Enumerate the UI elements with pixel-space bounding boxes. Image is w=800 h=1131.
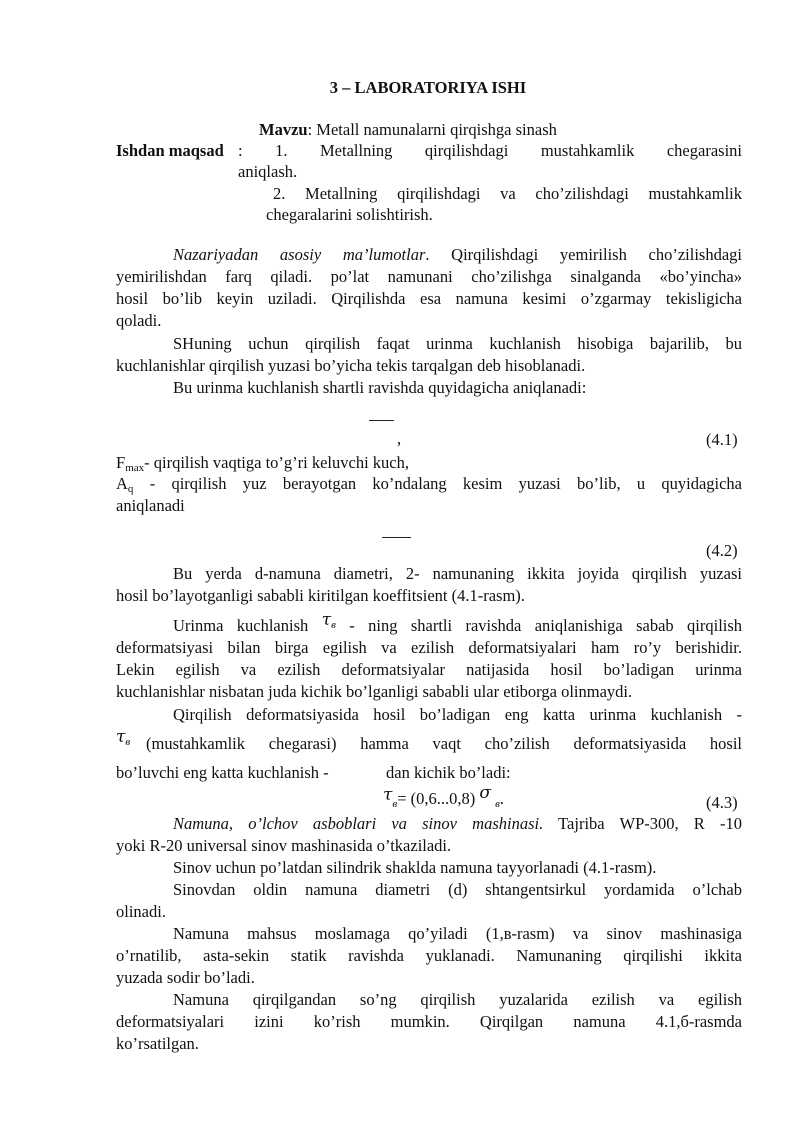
p5-line3: Lekin egilish va ezilish deformatsiyalar natijasida hosil bo’ladigan urinma xyxy=(116,660,742,679)
topic-text: : Metall namunalarni qirqishga sinash xyxy=(307,120,557,139)
aq-definition-line2: aniqlanadi xyxy=(116,496,185,515)
topic-label: Mavzu xyxy=(259,120,308,139)
p10-line1: Namuna mahsus moslamaga qo’yiladi (1,в-rasm) va sinov mashinasiga xyxy=(173,924,742,943)
formula-4-1-comma: , xyxy=(397,429,402,448)
fmax-subscript: max xyxy=(125,462,145,474)
eq3-end: . xyxy=(499,789,504,808)
p11-line2: deformatsiyalari izini ko’rish mumkin. Qirqilgan namuna 4.1,б-rasmda xyxy=(116,1012,742,1031)
tau-subscript-2: в xyxy=(125,736,131,748)
goal-item1-line1: : 1. Metallning qirqilishdagi mustahkamlik chegarasini xyxy=(238,141,742,160)
p5-line1 xyxy=(173,610,743,639)
goal-item2-line2: chegaralarini solishtirish. xyxy=(266,205,433,224)
p7-text: Tajriba WP-300, R -10 xyxy=(558,814,742,833)
aq-symbol: A xyxy=(116,474,128,493)
formula-4-3 xyxy=(383,783,504,812)
formula-4-3-number: (4.3) xyxy=(706,793,738,812)
formula-4-1-number: (4.1) xyxy=(706,430,738,449)
p11-line3: ko’rsatilgan. xyxy=(116,1034,199,1053)
theory-p3: Bu urinma kuchlanish shartli ravishda quyidagicha aniqlanadi: xyxy=(173,378,587,397)
tau-subscript: в xyxy=(331,619,336,631)
p4-line2: hosil bo’layotganligi sababli kiritilgan koeffitsient (4.1-rasm). xyxy=(116,586,525,605)
p6-line2: (mustahkamlik chegarasi) hamma vaqt cho’zilish deformatsiyasida hosil xyxy=(146,734,742,753)
eq3-sigma: σ xyxy=(479,783,491,803)
p7-heading: Namuna, o’lchov asboblari va sinov mashinasi. xyxy=(173,814,544,833)
p7-line1 xyxy=(173,813,742,835)
p8: Sinov uchun po’latdan silindrik shaklda namuna tayyorlanadi (4.1-rasm). xyxy=(173,858,657,877)
theory-heading: Nazariyadan asosiy ma’lumotlar xyxy=(173,245,426,264)
p5-text-a: Urinma kuchlanish xyxy=(173,616,309,635)
p4-line1: Bu yerda d-namuna diametri, 2- namunaning ikkita joyida qirqilish yuzasi xyxy=(173,564,742,583)
goal-label xyxy=(116,140,224,162)
fmax-symbol: F xyxy=(116,453,126,472)
goal-label-text: Ishdan maqsad xyxy=(116,141,224,160)
theory-line1 xyxy=(173,244,742,266)
theory-line3: hosil bo’lib keyin uziladi. Qirqilishda esa namuna kesimi o’zgarmay tekisligicha xyxy=(116,289,742,308)
p6-line1: Qirqilish deformatsiyasida hosil bo’ladigan eng katta urinma kuchlanish - xyxy=(173,705,742,724)
theory-line1-text: . Qirqilishdagi yemirilish cho’zilishdagi xyxy=(425,245,742,264)
formula-4-2-fraction-bar xyxy=(382,537,411,538)
p5-text-b: - ning shartli ravishda aniqlanishiga sabab qirqilish xyxy=(349,616,743,635)
theory-p2-line1: SHuning uchun qirqilish faqat urinma kuchlanish hisobiga bajarilib, bu xyxy=(173,334,742,353)
goal-item1-line2: aniqlash. xyxy=(238,162,298,181)
tau-symbol: τ xyxy=(321,610,332,630)
goal-item2-line1: 2. Metallning qirqilishdagi va cho’zilishdagi mustahkamlik xyxy=(273,184,742,203)
eq3-sigma-sub: в xyxy=(495,798,500,810)
p9-line2: olinadi. xyxy=(116,902,166,921)
aq-subscript: q xyxy=(127,483,134,495)
theory-line2: yemirilishdan farq qiladi. po’lat namunani cho’zilishga sinalganda «bo’yincha» xyxy=(116,267,742,286)
theory-p2-line2: kuchlanishlar qirqilish yuzasi bo’yicha tekis tarqalgan deb hisoblanadi. xyxy=(116,356,586,375)
p9-line1: Sinovdan oldin namuna diametri (d) shtangentsirkul yordamida o’lchab xyxy=(173,880,742,899)
p10-line2: o’rnatilib, asta-sekin statik ravishda yuklanadi. Namunaning qirqilishi ikkita xyxy=(116,946,742,965)
eq3-middle: = (0,6...0,8) xyxy=(397,789,476,808)
fmax-text: - qirqilish vaqtiga to’g’ri keluvchi kuch, xyxy=(144,453,409,472)
eq3-tau: τ xyxy=(383,785,393,805)
page-title: 3 – LABORATORIYA ISHI xyxy=(329,78,527,97)
eq3-tau-sub: в xyxy=(392,798,398,810)
p10-line3: yuzada sodir bo’ladi. xyxy=(116,968,255,987)
p5-line2: deformatsiyasi bilan birga egilish va ezilish deformatsiyalari ham ro’y berishidir. xyxy=(116,638,742,657)
theory-line4: qoladi. xyxy=(116,311,162,330)
topic-line xyxy=(259,119,557,141)
formula-4-2-number: (4.2) xyxy=(706,541,738,560)
p11-line1: Namuna qirqilgandan so’ng qirqilish yuzalarida ezilish va egilish xyxy=(173,990,742,1009)
formula-4-1-fraction-bar xyxy=(369,420,394,421)
aq-definition-line1 xyxy=(116,473,742,497)
p6-line3b: dan kichik bo’ladi: xyxy=(386,763,511,782)
p6-line3a: bo’luvchi eng katta kuchlanish - xyxy=(116,763,329,782)
p6-tau-symbol xyxy=(116,726,130,750)
p5-line4: kuchlanishlar nisbatan juda kichik bo’lganligi sababli ular etiborga olinmaydi. xyxy=(116,682,633,701)
tau-symbol-2: τ xyxy=(116,727,126,747)
aq-text: - qirqilish yuz berayotgan ko’ndalang kesim yuzasi bo’lib, u quyidagicha xyxy=(149,474,743,493)
p7-line2: yoki R-20 universal sinov mashinasida o’tkaziladi. xyxy=(116,836,452,855)
